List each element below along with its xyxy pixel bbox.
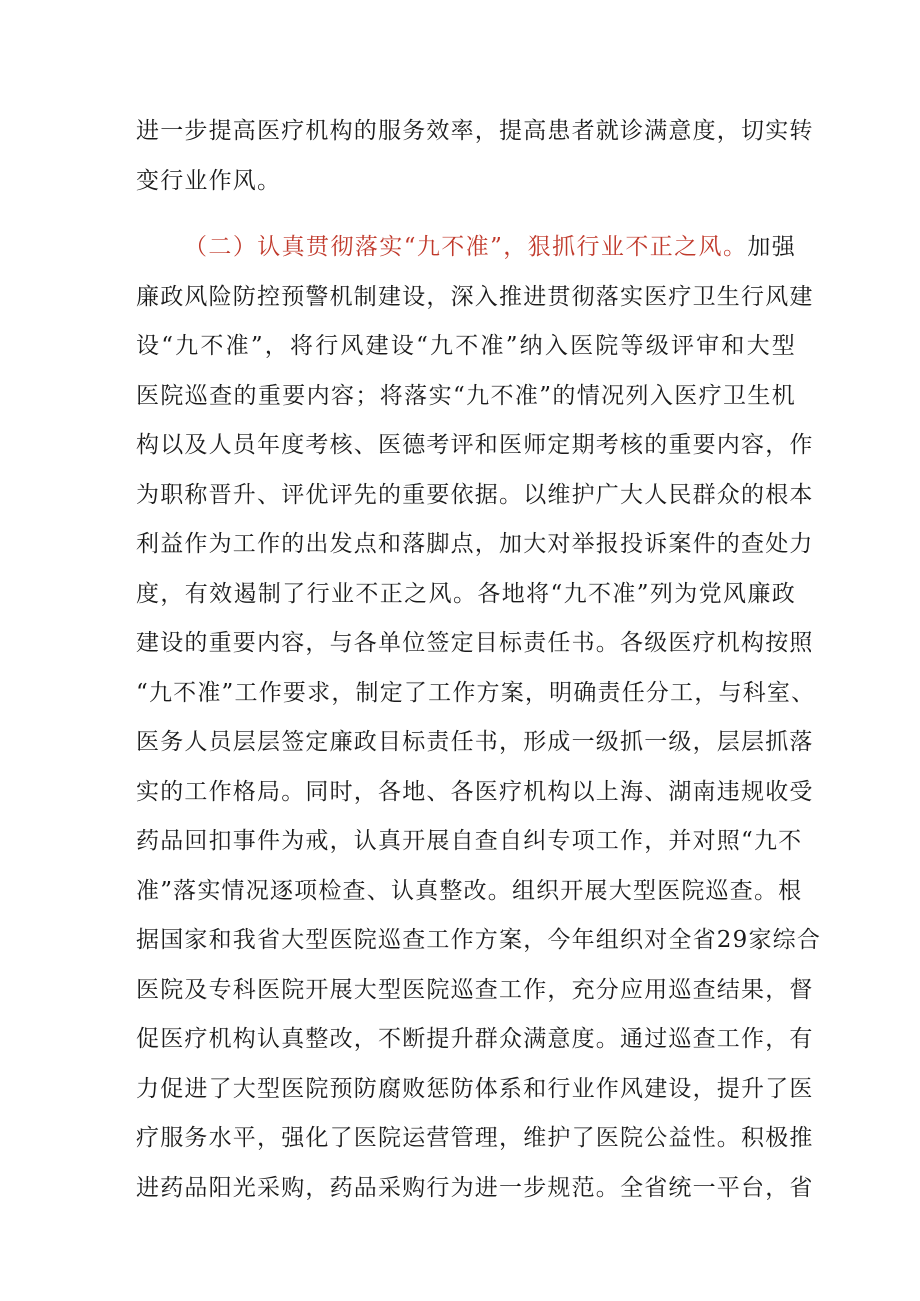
paragraph-line: 利益作为工作的出发点和落脚点，加大对举报投诉案件的查处力 [136,531,814,557]
paragraph-line: 为职称晋升、评优评先的重要依据。以维护广大人民群众的根本 [136,482,814,508]
paragraph-line: 实的工作格局。同时，各地、各医疗机构以上海、湖南违规收受 [136,779,814,805]
paragraph-line: 医院及专科医院开展大型医院巡查工作，充分应用巡查结果，督 [136,977,814,1003]
paragraph-line: 建设的重要内容，与各单位签定目标责任书。各级医疗机构按照 [136,630,814,656]
paragraph-line: 构以及人员年度考核、医德考评和医师定期考核的重要内容，作 [136,432,814,458]
paragraph-line: 据国家和我省大型医院巡查工作方案，今年组织对全省29家综合 [136,927,822,953]
paragraph-line: 药品回扣事件为戒，认真开展自查自纠专项工作，并对照“九不 [136,828,803,854]
paragraph-line: 廉政风险防控预警机制建设，深入推进贯彻落实医疗卫生行风建 [136,284,814,310]
section-heading: （二）认真贯彻落实“九不准”，狠抓行业不正之风。 [184,234,748,260]
paragraph-line: 度，有效遏制了行业不正之风。各地将“九不准”列为党风廉政 [136,581,796,607]
paragraph-line: 设“九不准”，将行风建设“九不准”纳入医院等级评审和大型 [136,333,796,359]
paragraph-line: 力促进了大型医院预防腐败惩防体系和行业作风建设，提升了医 [136,1076,814,1102]
paragraph-line: “九不准”工作要求，制定了工作方案，明确责任分工，与科室、 [136,680,816,706]
section-heading-line [184,232,796,262]
paragraph-line: 进一步提高医疗机构的服务效率，提高患者就诊满意度，切实转 [136,118,814,144]
paragraph-line: 医务人员层层签定廉政目标责任书，形成一级抓一级，层层抓落 [136,729,814,755]
paragraph-line: 变行业作风。 [136,168,282,194]
paragraph-line: 医院巡查的重要内容；将落实“九不准”的情况列入医疗卫生机 [136,383,796,409]
paragraph-line: 准”落实情况逐项检查、认真整改。组织开展大型医院巡查。根 [136,878,803,904]
paragraph-line: 疗服务水平，强化了医院运营管理，维护了医院公益性。积极推 [136,1125,814,1151]
section-heading-tail: 加强 [747,234,796,260]
paragraph-line: 进药品阳光采购，药品采购行为进一步规范。全省统一平台，省 [136,1175,814,1201]
paragraph-line: 促医疗机构认真整改，不断提升群众满意度。通过巡查工作，有 [136,1026,814,1052]
